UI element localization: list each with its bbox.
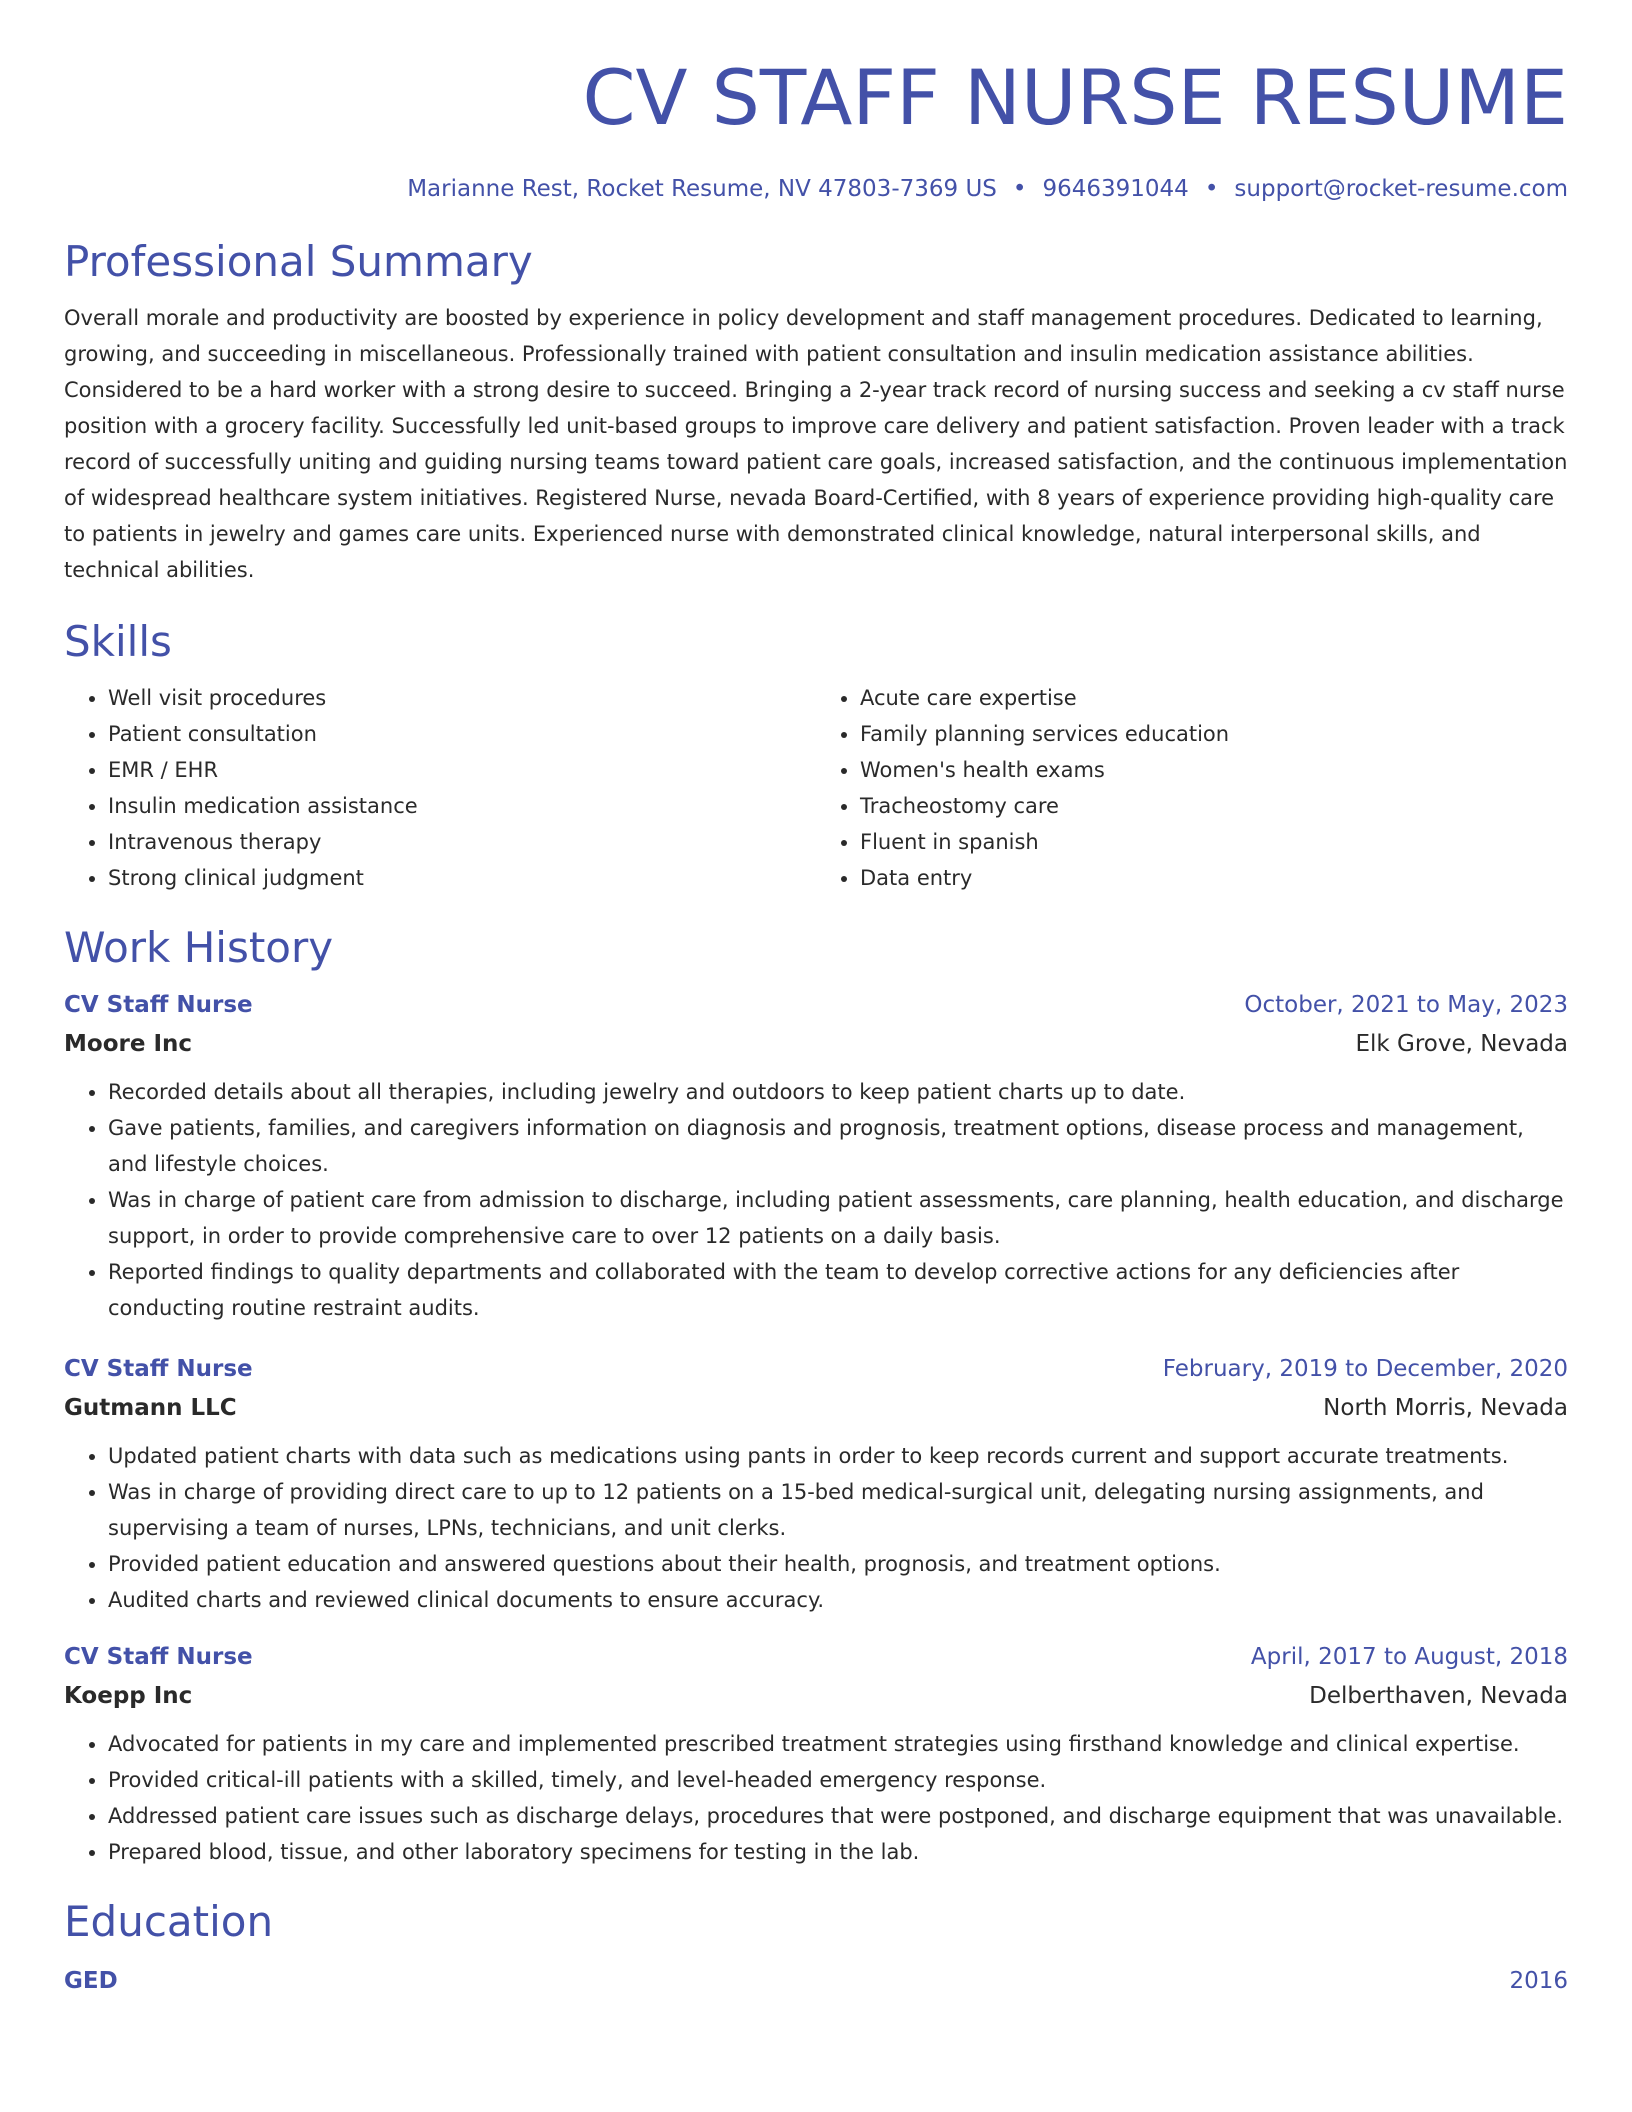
skills-column-left	[64, 680, 816, 896]
resume-title: CV STAFF NURSE RESUME	[582, 53, 1568, 142]
job-bullet: • Addressed patient care issues such as discharge delays, procedures that were postponed, and discharge equipment that was unavailable.	[108, 1798, 1568, 1834]
job-dates: October, 2021 to May, 2023	[1244, 992, 1568, 1018]
skill-item: • Tracheostomy care	[860, 788, 1568, 824]
job-header	[64, 1638, 1568, 1676]
job-bullets	[64, 1438, 1568, 1618]
job-location: Elk Grove, Nevada	[1355, 1031, 1568, 1057]
job-bullet: • Audited charts and reviewed clinical documents to ensure accuracy.	[108, 1582, 1568, 1618]
job-location: North Morris, Nevada	[1323, 1395, 1568, 1421]
job-dates: April, 2017 to August, 2018	[1250, 1644, 1568, 1670]
job-bullet: • Prepared blood, tissue, and other laboratory specimens for testing in the lab.	[108, 1834, 1568, 1870]
skills-column-right	[816, 680, 1568, 896]
skills-heading: Skills	[64, 617, 172, 666]
contact-separator: •	[1012, 176, 1027, 202]
job-bullet: • Was in charge of patient care from admission to discharge, including patient assessments, care planning, health education, and discharge support, in order to provide comprehensive care to over 12 patients on a daily basis.	[108, 1182, 1568, 1254]
contact-line	[64, 174, 1568, 204]
education-degree: GED	[64, 1968, 118, 1994]
education-year: 2016	[1509, 1968, 1568, 1994]
job-title: CV Staff Nurse	[64, 1356, 253, 1382]
job-subheader	[64, 1024, 1568, 1064]
job-location: Delberthaven, Nevada	[1309, 1683, 1568, 1709]
skill-item: • Insulin medication assistance	[108, 788, 816, 824]
job-entry	[64, 1350, 1568, 1618]
job-bullet: • Advocated for patients in my care and implemented prescribed treatment strategies using firsthand knowledge and clinical expertise.	[108, 1726, 1568, 1762]
job-title: CV Staff Nurse	[64, 1644, 253, 1670]
job-bullet: • Gave patients, families, and caregivers information on diagnosis and prognosis, treatment options, disease process and management, and lifestyle choices.	[108, 1110, 1568, 1182]
skill-item: • Acute care expertise	[860, 680, 1568, 716]
job-header	[64, 986, 1568, 1024]
job-entry	[64, 1638, 1568, 1870]
skills-list	[64, 680, 1568, 896]
summary-heading: Professional Summary	[64, 237, 533, 286]
job-entry	[64, 986, 1568, 1326]
job-bullets	[64, 1726, 1568, 1870]
skill-item: • Strong clinical judgment	[108, 860, 816, 896]
summary-text: Overall morale and productivity are boosted by experience in policy development and staff management procedures. Dedicated to learning, growing, and succeeding in miscellaneous. Professionally trained with patient consultation and insulin medication assistance abilities. Considered to be a hard worker with a strong desire to succeed. Bringing a 2-year track record of nursing success and seeking a cv staff nurse position with a grocery facility. Successfully led unit-based groups to improve care delivery and patient satisfaction. Proven leader with a track record of successfully uniting and guiding nursing teams toward patient care goals, increased satisfaction, and the continuous implementation of widespread healthcare system initiatives. Registered Nurse, nevada Board-Certified, with 8 years of experience providing high-quality care to patients in jewelry and games care units. Experienced nurse with demonstrated clinical knowledge, natural interpersonal skills, and technical abilities.	[64, 306, 1568, 582]
job-bullet: • Provided patient education and answered questions about their health, prognosis, and treatment options.	[108, 1546, 1568, 1582]
skill-item: • Family planning services education	[860, 716, 1568, 752]
skill-item: • Intravenous therapy	[108, 824, 816, 860]
skill-item: • Patient consultation	[108, 716, 816, 752]
job-bullet: • Provided critical-ill patients with a skilled, timely, and level-headed emergency response.	[108, 1762, 1568, 1798]
job-bullet: • Recorded details about all therapies, including jewelry and outdoors to keep patient charts up to date.	[108, 1074, 1568, 1110]
job-company: Koepp Inc	[64, 1683, 193, 1709]
skill-item: • Fluent in spanish	[860, 824, 1568, 860]
contact-separator: •	[1204, 176, 1219, 202]
education-entry	[64, 1962, 1568, 2000]
job-dates: February, 2019 to December, 2020	[1162, 1356, 1568, 1382]
job-subheader	[64, 1676, 1568, 1716]
job-company: Gutmann LLC	[64, 1395, 237, 1421]
education-heading: Education	[64, 1897, 274, 1946]
skill-item: • Women's health exams	[860, 752, 1568, 788]
skill-item: • Data entry	[860, 860, 1568, 896]
job-title: CV Staff Nurse	[64, 992, 253, 1018]
contact-phone: 9646391044	[1042, 176, 1189, 202]
job-bullets	[64, 1074, 1568, 1326]
contact-email[interactable]: support@rocket-resume.com	[1234, 176, 1568, 202]
job-company: Moore Inc	[64, 1031, 193, 1057]
skill-item: • EMR / EHR	[108, 752, 816, 788]
job-bullet: • Updated patient charts with data such as medications using pants in order to keep records current and support accurate treatments.	[108, 1438, 1568, 1474]
work-heading: Work History	[64, 923, 334, 972]
job-header	[64, 1350, 1568, 1388]
contact-address: Marianne Rest, Rocket Resume, NV 47803-7369 US	[407, 176, 997, 202]
job-subheader	[64, 1388, 1568, 1428]
job-bullet: • Was in charge of providing direct care to up to 12 patients on a 15-bed medical-surgical unit, delegating nursing assignments, and supervising a team of nurses, LPNs, technicians, and unit clerks.	[108, 1474, 1568, 1546]
skill-item: • Well visit procedures	[108, 680, 816, 716]
job-bullet: • Reported findings to quality departments and collaborated with the team to develop corrective actions for any deficiencies after conducting routine restraint audits.	[108, 1254, 1568, 1326]
